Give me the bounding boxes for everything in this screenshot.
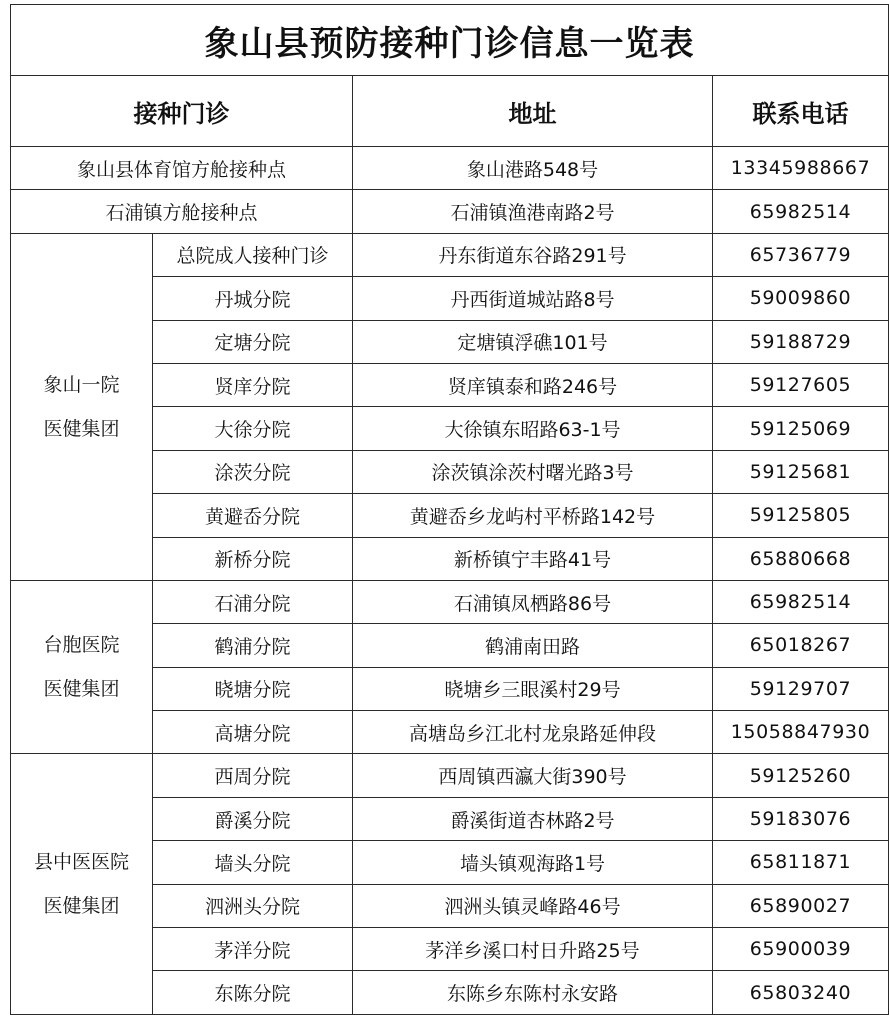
header-address: 地址 [353,76,713,147]
group-name [11,754,153,1014]
clinic-address: 石浦镇凤栖路86号 [353,580,713,623]
clinic-phone: 59127605 [713,363,889,406]
clinic-address: 茅洋乡溪口村日升路25号 [353,928,713,971]
branch-name: 新桥分院 [153,537,353,580]
clinic-phone: 13345988667 [713,147,889,190]
branch-name: 大徐分院 [153,407,353,450]
group-name [11,580,153,754]
clinic-address: 高塘岛乡江北村龙泉路延伸段 [353,711,713,754]
table-row [11,233,889,276]
table-row [11,190,889,233]
clinic-phone: 65982514 [713,580,889,623]
clinic-address: 西周镇西瀛大街390号 [353,754,713,797]
group-name-line2: 医健集团 [43,417,120,440]
clinic-phone: 65803240 [713,971,889,1014]
clinic-address: 象山港路548号 [353,147,713,190]
branch-name: 茅洋分院 [153,928,353,971]
branch-name: 墙头分院 [153,841,353,884]
clinic-phone: 65880668 [713,537,889,580]
table-row [11,754,889,797]
branch-name: 东陈分院 [153,971,353,1014]
clinic-name: 石浦镇方舱接种点 [11,190,353,233]
clinic-phone: 65900039 [713,928,889,971]
clinic-address: 大徐镇东昭路63-1号 [353,407,713,450]
clinic-phone: 59129707 [713,667,889,710]
branch-name: 丹城分院 [153,277,353,320]
clinic-phone: 59125805 [713,494,889,537]
group-name [11,233,153,580]
clinic-address: 鹤浦南田路 [353,624,713,667]
table-row [11,580,889,623]
group-name-line2: 医健集团 [43,895,120,918]
header-clinic: 接种门诊 [11,76,353,147]
branch-name: 鹤浦分院 [153,624,353,667]
clinic-phone: 59125260 [713,754,889,797]
clinic-address: 丹东街道东谷路291号 [353,233,713,276]
clinic-address: 黄避岙乡龙屿村平桥路142号 [353,494,713,537]
group-name-line1: 台胞医院 [43,634,120,657]
clinic-phone: 65982514 [713,190,889,233]
clinic-address: 涂茨镇涂茨村曙光路3号 [353,450,713,493]
clinic-address: 泗洲头镇灵峰路46号 [353,884,713,927]
clinic-phone: 59125681 [713,450,889,493]
branch-name: 爵溪分院 [153,797,353,840]
group-name-line1: 象山一院 [43,373,120,396]
branch-name: 总院成人接种门诊 [153,233,353,276]
clinic-phone: 59009860 [713,277,889,320]
group-name-line1: 县中医医院 [33,851,129,874]
clinic-phone: 15058847930 [713,711,889,754]
clinic-phone: 65890027 [713,884,889,927]
clinic-address: 晓塘乡三眼溪村29号 [353,667,713,710]
clinic-phone: 65018267 [713,624,889,667]
branch-name: 定塘分院 [153,320,353,363]
clinic-address: 墙头镇观海路1号 [353,841,713,884]
clinic-address: 丹西街道城站路8号 [353,277,713,320]
branch-name: 黄避岙分院 [153,494,353,537]
branch-name: 石浦分院 [153,580,353,623]
clinic-address: 贤庠镇泰和路246号 [353,363,713,406]
clinic-address: 新桥镇宁丰路41号 [353,537,713,580]
branch-name: 贤庠分院 [153,363,353,406]
clinic-phone: 59188729 [713,320,889,363]
branch-name: 晓塘分院 [153,667,353,710]
clinic-address: 石浦镇渔港南路2号 [353,190,713,233]
branch-name: 西周分院 [153,754,353,797]
clinic-phone: 59183076 [713,797,889,840]
vaccination-clinic-sheet [10,4,888,1015]
clinic-phone: 65811871 [713,841,889,884]
table-row [11,147,889,190]
clinic-table [10,4,889,1015]
branch-name: 高塘分院 [153,711,353,754]
header-phone: 联系电话 [713,76,889,147]
clinic-name: 象山县体育馆方舱接种点 [11,147,353,190]
table-title: 象山县预防接种门诊信息一览表 [11,5,889,76]
group-name-line2: 医健集团 [43,678,120,701]
clinic-phone: 59125069 [713,407,889,450]
branch-name: 涂茨分院 [153,450,353,493]
clinic-phone: 65736779 [713,233,889,276]
clinic-address: 爵溪街道杏林路2号 [353,797,713,840]
clinic-address: 东陈乡东陈村永安路 [353,971,713,1014]
clinic-address: 定塘镇浮礁101号 [353,320,713,363]
branch-name: 泗洲头分院 [153,884,353,927]
